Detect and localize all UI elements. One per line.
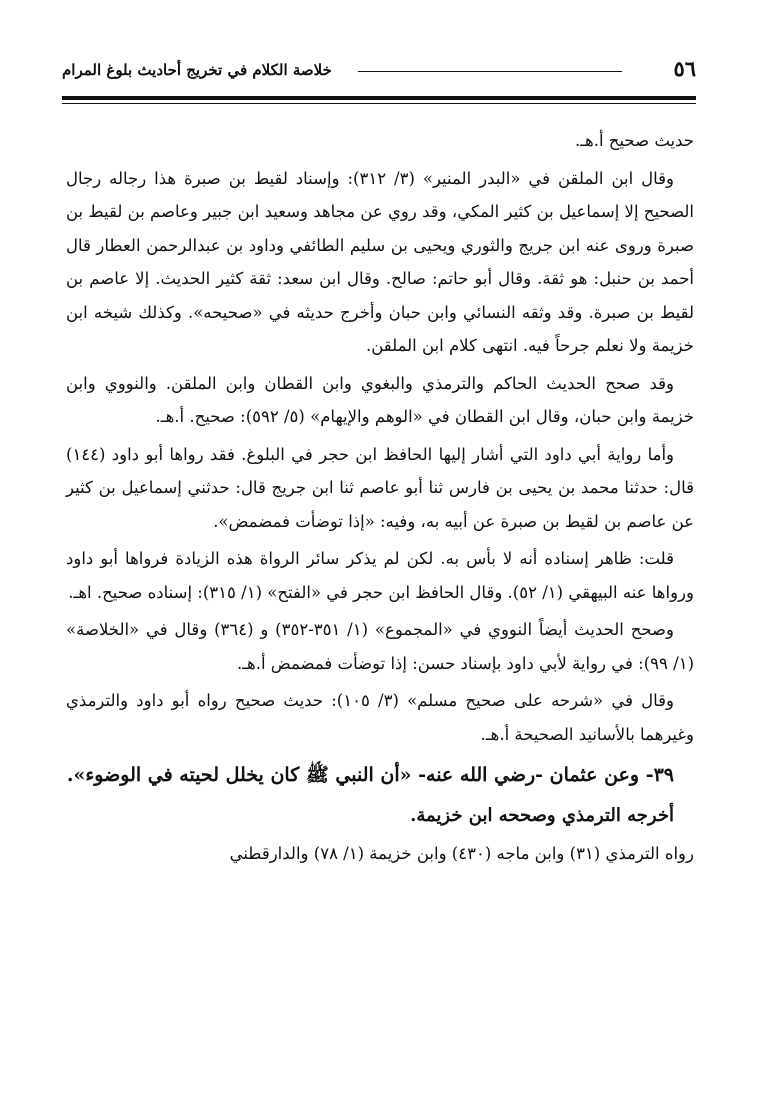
- paragraph-riwaya-last-line: رواه الترمذي (٣١) وابن ماجه (٤٣٠) وابن خزيمة (١/ ٧٨) والدارقطني: [229, 843, 694, 863]
- header-rule-thick: [62, 96, 696, 100]
- header-rule-thin: [62, 103, 696, 104]
- page-header: [62, 54, 696, 94]
- hadith-39: ٣٩- وعن عثمان -رضي الله عنه- «أن النبي ﷺ كان يخلل لحيته في الوضوء».: [66, 764, 674, 786]
- takhrij-heading: أخرجه الترمذي وصححه ابن خزيمة.: [410, 805, 674, 826]
- page-number: ٥٦: [673, 56, 696, 81]
- paragraph-sharh-muslim: وقال في «شرحه على صحيح مسلم» (٣/ ١٠٥): حديث صحيح رواه أبو داود والترمذي وغيرهما بالأسانيد الصحيحة أ.هـ.: [66, 691, 694, 744]
- page-body: [66, 124, 694, 874]
- paragraph-ibn-al-mulaqqin: وقال ابن الملقن في «البدر المنير» (٣/ ٣١٢): وإسناد لقيط بن صبرة هذا رجاله رجال الصحيح إلا إسماعيل بن كثير المكي، وقد روي عن مجاهد وسعيد ابن جبير وعاصم بن لقيط بن صبرة وروى عنه ابن جريج والثوري ويحيى بن سليم الطائفي وداود بن عبدالرحمن العطار قال أحمد بن حنبل: هو ثقة. وقال أبو حاتم: صالح. وقال ابن سعد: ثقة كثير الحديث. إلا عاصم بن لقيط بن صبرة. وقد وثقه النسائي وابن حبان وأخرج حديثه في «صحيحه». وكذلك شيخه ابن خزيمة ولا نعلم جرحاً فيه. انتهى كلام ابن الملقن.: [65, 168, 694, 355]
- header-dash-line: [358, 71, 622, 72]
- paragraph-hadith-sahih: حديث صحيح أ.هـ.: [574, 131, 694, 150]
- paragraph-qultu: قلت: ظاهر إسناده أنه لا بأس به. لكن لم يذكر سائر الرواة هذه الزيادة فرواها أبو داود ورواها عنه البيهقي (١/ ٥٢). وقال الحافظ ابن حجر في «الفتح» (١/ ٣١٥): إسناده صحيح. اهـ.: [66, 549, 694, 602]
- running-title: خلاصة الكلام في تخريج أحاديث بلوغ المرام: [62, 61, 332, 79]
- paragraph-tashih: وقد صحح الحديث الحاكم والترمذي والبغوي وابن القطان وابن الملقن. والنووي وابن خزيمة وابن حبان، وقال ابن القطان في «الوهم والإيهام» (٥/ ٥٩٢): صحيح. أ.هـ.: [66, 373, 694, 426]
- paragraph-abu-dawud-riwaya: وأما رواية أبي داود التي أشار إليها الحافظ ابن حجر في البلوغ. فقد رواها أبو داود (١٤٤) قال: حدثنا محمد بن يحيى بن فارس ثنا أبو عاصم ثنا ابن جريج قال: حدثني إسماعيل بن كثير عن عاصم بن لقيط بن صبرة عن أبيه به، وفيه: «إذا توضأت فمضمض».: [66, 444, 694, 531]
- paragraph-nawawi: وصحح الحديث أيضاً النووي في «المجموع» (١/ ٣٥١-٣٥٢) و (٣٦٤) وقال في «الخلاصة» (١/ ٩٩): في رواية لأبي داود بإسناد حسن: إذا توضأت فمضمض أ.هـ.: [66, 620, 694, 673]
